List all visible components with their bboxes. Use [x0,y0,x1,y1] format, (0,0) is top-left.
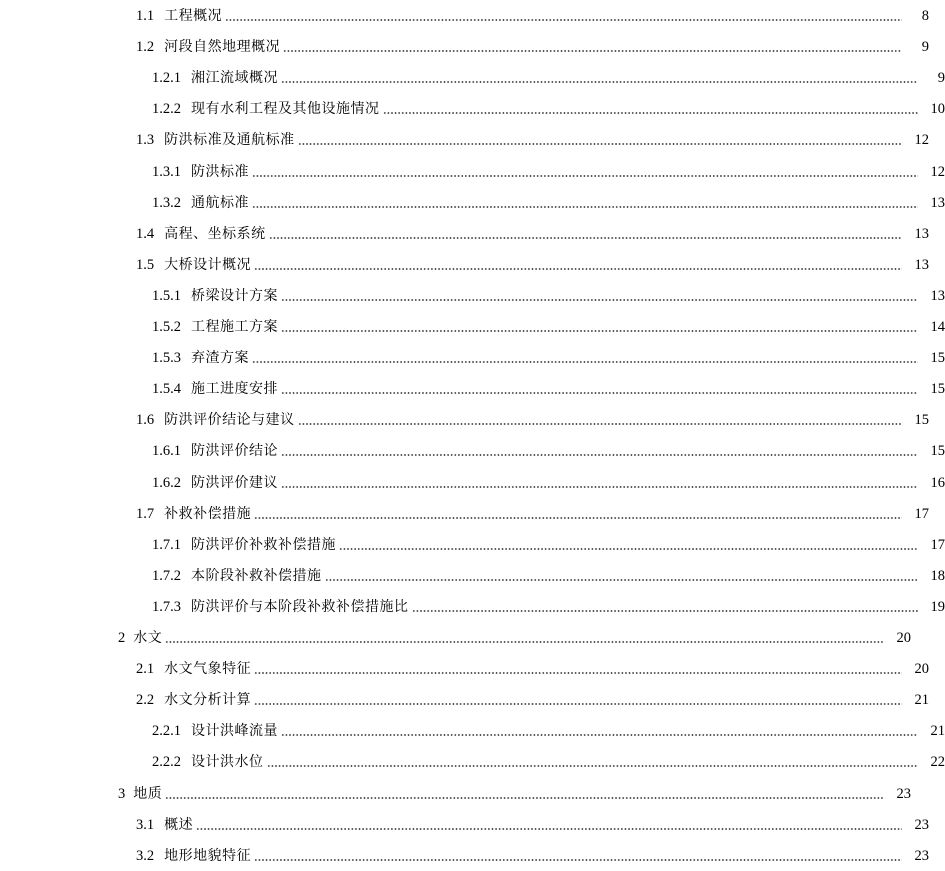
toc-entry[interactable] [0,843,929,865]
toc-entry-page-number: 15 [930,350,945,367]
toc-entry-title: 工程施工方案 [191,319,278,335]
dot-leader [254,516,902,520]
toc-entry[interactable] [0,470,945,492]
toc-entry-page-number: 20 [896,630,911,646]
toc-entry[interactable] [0,314,945,336]
toc-entry-title: 水文 [133,630,163,646]
toc-entry-title: 通航标准 [191,194,249,211]
toc-entry-page-number: 13 [914,225,929,242]
toc-entry-title: 地形地貌特征 [164,847,252,864]
toc-entry-number: 2.2 [136,692,155,709]
toc-entry-page-number: 13 [914,256,929,273]
toc-entry[interactable] [0,283,945,305]
toc-entry-number: 1.5.4 [152,381,181,398]
toc-entry-number: 1.4 [136,225,155,242]
toc-entry-page-number: 13 [930,287,945,304]
toc-entry[interactable] [0,718,945,740]
toc-entry[interactable] [0,532,945,554]
dot-leader [252,174,918,178]
toc-entry-title: 工程概况 [164,8,223,24]
toc-entry-title: 防洪评价补救补偿措施 [191,536,336,553]
toc-entry[interactable] [0,159,945,181]
toc-entry-number: 1.5 [136,256,155,273]
dot-leader [281,391,918,395]
dot-leader [325,578,919,582]
toc-entry-title: 现有水利工程及其他设施情况 [191,101,380,118]
dot-leader [269,236,902,240]
toc-entry[interactable] [0,407,929,429]
toc-entry-page-number: 15 [930,381,945,398]
toc-entry-title: 防洪标准及通航标准 [164,132,295,149]
dot-leader [267,764,919,768]
toc-entry-title: 防洪评价建议 [191,474,278,491]
toc-entry-title: 防洪评价结论 [191,443,278,460]
toc-entry[interactable] [0,221,929,243]
dot-leader [254,671,902,675]
toc-entry-page-number: 17 [914,505,929,522]
toc-entry-title: 弃渣方案 [191,350,249,367]
toc-entry[interactable] [0,656,929,678]
toc-entry-page-number: 23 [896,785,911,802]
toc-entry-number: 2.2.1 [152,723,181,740]
toc-entry[interactable] [0,812,929,834]
toc-entry-title: 防洪评价与本阶段补救补偿措施比 [191,598,409,615]
dot-leader [281,485,918,489]
dot-leader [254,858,902,862]
toc-entry-page-number: 22 [930,754,945,771]
toc-entry[interactable] [0,563,945,585]
toc-entry-number: 1.6.2 [152,474,181,491]
toc-entry-title: 补救补偿措施 [164,505,252,522]
dot-leader [281,329,918,333]
toc-entry[interactable] [0,3,929,25]
toc-entry-title: 大桥设计概况 [164,256,252,273]
toc-entry-page-number: 15 [930,443,945,460]
toc-entry-page-number: 19 [930,598,945,615]
toc-entry[interactable] [0,438,945,460]
dot-leader [281,298,918,302]
toc-entry-number: 1.7 [136,505,155,522]
dot-leader [165,796,884,800]
dot-leader [252,205,918,209]
toc-entry-title: 概述 [164,816,194,833]
toc-entry-title: 地质 [133,785,163,802]
toc-entry[interactable] [0,190,945,212]
toc-entry-number: 1.5.1 [152,287,181,304]
toc-entry-number: 2.2.2 [152,754,181,771]
toc-entry-page-number: 12 [914,132,929,149]
toc-entry-title: 湘江流域概况 [191,70,278,87]
toc-entry-title: 防洪评价结论与建议 [164,412,295,429]
toc-entry[interactable] [0,65,945,87]
toc-entry-page-number: 17 [930,536,945,553]
toc-entry-title: 水文分析计算 [164,692,252,709]
toc-entry-number: 3.2 [136,847,155,864]
toc-entry[interactable] [0,781,911,803]
toc-entry-number: 1.5.3 [152,350,181,367]
toc-entry-number: 1.3.2 [152,194,181,211]
toc-entry[interactable] [0,594,945,616]
dot-leader [281,80,918,84]
toc-entry-number: 2.1 [136,661,155,678]
toc-entry-page-number: 9 [921,39,929,56]
toc-entry[interactable] [0,345,945,367]
toc-entry[interactable] [0,34,929,56]
dot-leader [252,360,918,364]
toc-entry[interactable] [0,252,929,274]
toc-entry-number: 2 [118,630,126,646]
toc-entry-page-number: 23 [914,847,929,864]
toc-entry-page-number: 14 [930,319,945,335]
toc-entry-page-number: 13 [930,194,945,211]
dot-leader [281,453,918,457]
toc-entry-number: 1.7.2 [152,567,181,584]
toc-entry[interactable] [0,625,911,647]
toc-entry-page-number: 20 [914,661,929,678]
toc-entry-number: 3 [118,785,126,802]
toc-entry[interactable] [0,749,945,771]
dot-leader [283,49,902,53]
toc-entry-number: 3.1 [136,816,155,833]
toc-entry-title: 桥梁设计方案 [191,287,278,304]
toc-entry-page-number: 10 [930,101,945,118]
toc-entry-number: 1.6 [136,412,155,429]
toc-entry-page-number: 18 [930,567,945,584]
toc-entry-number: 1.7.3 [152,598,181,615]
toc-entry-page-number: 15 [914,412,929,429]
toc-entry-page-number: 23 [914,816,929,833]
toc-entry-title: 施工进度安排 [191,381,278,398]
toc-entry-number: 1.2.2 [152,101,181,118]
toc-entry-title: 设计洪水位 [191,754,264,771]
toc-entry-page-number: 8 [921,8,929,24]
toc-entry-number: 1.1 [136,8,155,24]
dot-leader [281,733,918,737]
dot-leader [339,547,918,551]
toc-entry-title: 水文气象特征 [164,661,252,678]
dot-leader [254,702,902,706]
toc-entry-number: 1.3 [136,132,155,149]
toc-entry-title: 河段自然地理概况 [164,39,281,56]
toc-entry[interactable] [0,127,929,149]
toc-entry[interactable] [0,687,929,709]
dot-leader [165,640,884,644]
toc-entry-number: 1.3.1 [152,163,181,180]
dot-leader [254,267,902,271]
toc-entry-number: 1.5.2 [152,319,181,335]
dot-leader [383,111,919,115]
dot-leader [298,142,902,146]
toc-entry-page-number: 21 [930,723,945,740]
dot-leader [196,827,902,831]
toc-entry-number: 1.7.1 [152,536,181,553]
dot-leader [412,609,919,613]
toc-entry-number: 1.6.1 [152,443,181,460]
toc-entry-number: 1.2.1 [152,70,181,87]
toc-entry-page-number: 12 [930,163,945,180]
toc-entry-page-number: 21 [914,692,929,709]
toc-entry-number: 1.2 [136,39,155,56]
toc-entry[interactable] [0,376,945,398]
toc-entry-title: 防洪标准 [191,163,249,180]
dot-leader [225,18,902,22]
toc-entry-page-number: 9 [937,70,945,87]
toc-entry-title: 高程、坐标系统 [164,225,266,242]
dot-leader [298,422,902,426]
toc-entry-title: 本阶段补救补偿措施 [191,567,322,584]
toc-entry-page-number: 16 [930,474,945,491]
toc-entry-title: 设计洪峰流量 [191,723,278,740]
toc-entry[interactable] [0,96,945,118]
toc-entry[interactable] [0,501,929,523]
